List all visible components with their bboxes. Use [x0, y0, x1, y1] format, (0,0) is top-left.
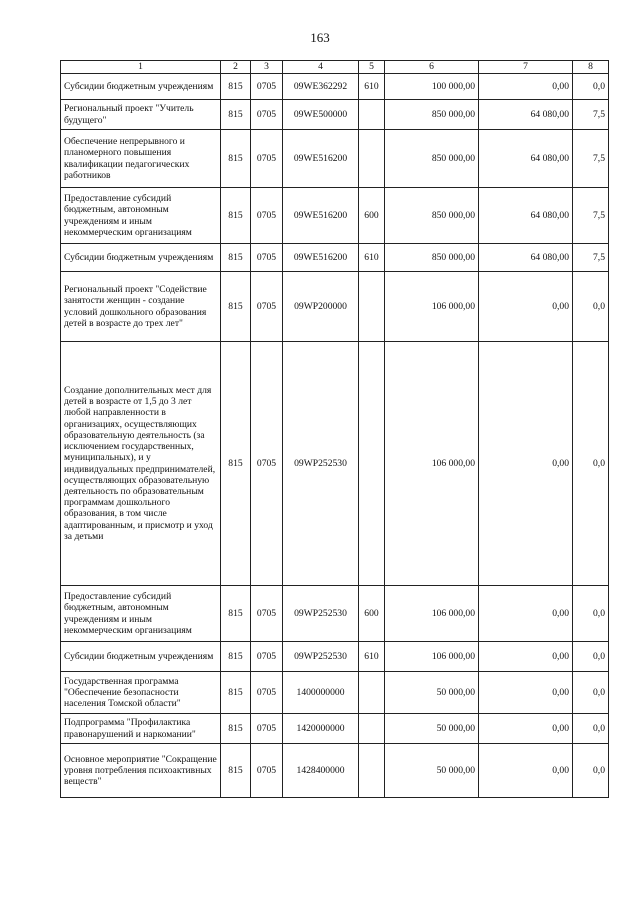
row-percent: 0,0	[573, 586, 609, 642]
row-grbs: 815	[221, 272, 251, 342]
row-execution: 64 080,00	[479, 100, 573, 130]
row-section: 0705	[251, 642, 283, 672]
row-section: 0705	[251, 744, 283, 798]
row-target-code: 09WE516200	[283, 130, 359, 188]
table-row	[61, 642, 609, 672]
row-section: 0705	[251, 342, 283, 586]
row-name: Субсидии бюджетным учреждениям	[61, 244, 221, 272]
row-grbs: 815	[221, 342, 251, 586]
table-row	[61, 586, 609, 642]
row-execution: 0,00	[479, 342, 573, 586]
table-row	[61, 130, 609, 188]
row-target-code: 09WE362292	[283, 74, 359, 100]
page-number: 163	[310, 30, 330, 45]
row-plan: 106 000,00	[385, 642, 479, 672]
row-execution: 0,00	[479, 672, 573, 714]
row-name: Государственная программа "Обеспечение безопасности населения Томской области"	[61, 672, 221, 714]
row-percent: 0,0	[573, 342, 609, 586]
row-target-code: 09WE516200	[283, 188, 359, 244]
row-execution: 0,00	[479, 642, 573, 672]
row-plan: 50 000,00	[385, 744, 479, 798]
row-name: Региональный проект "Содействие занятости женщин - создание условий дошкольного образования детей в возрасте до трех лет"	[61, 272, 221, 342]
row-plan: 50 000,00	[385, 672, 479, 714]
row-expense-type	[359, 342, 385, 586]
table-row	[61, 714, 609, 744]
header-cell: 5	[359, 61, 385, 74]
row-section: 0705	[251, 244, 283, 272]
row-name: Создание дополнительных мест для детей в возрасте от 1,5 до 3 лет любой направленности в организациях, осуществляющих образовательную деятельность (за исключением государственных, муниципальных), и у индивидуальных предпринимателей, осуществляющих образовательную деятельность по образовательным программам дошкольного образования, в том числе адаптированным, и присмотр и уход за детьми	[61, 342, 221, 586]
row-percent: 7,5	[573, 188, 609, 244]
row-section: 0705	[251, 672, 283, 714]
row-execution: 64 080,00	[479, 188, 573, 244]
row-percent: 0,0	[573, 672, 609, 714]
row-grbs: 815	[221, 74, 251, 100]
row-name: Подпрограмма "Профилактика правонарушений и наркомании"	[61, 714, 221, 744]
row-expense-type	[359, 100, 385, 130]
row-grbs: 815	[221, 130, 251, 188]
row-execution: 0,00	[479, 272, 573, 342]
row-section: 0705	[251, 188, 283, 244]
row-name: Региональный проект "Учитель будущего"	[61, 100, 221, 130]
row-name: Предоставление субсидий бюджетным, автономным учреждениям и иным некоммерческим организациям	[61, 586, 221, 642]
row-plan: 50 000,00	[385, 714, 479, 744]
row-section: 0705	[251, 714, 283, 744]
row-percent: 0,0	[573, 714, 609, 744]
row-expense-type	[359, 272, 385, 342]
row-target-code: 1400000000	[283, 672, 359, 714]
header-cell: 4	[283, 61, 359, 74]
row-percent: 0,0	[573, 272, 609, 342]
table-row	[61, 672, 609, 714]
row-expense-type	[359, 714, 385, 744]
row-grbs: 815	[221, 744, 251, 798]
row-grbs: 815	[221, 188, 251, 244]
row-execution: 0,00	[479, 744, 573, 798]
table-row	[61, 188, 609, 244]
row-execution: 0,00	[479, 586, 573, 642]
row-name: Основное мероприятие "Сокращение уровня потребления психоактивных веществ"	[61, 744, 221, 798]
header-cell: 8	[573, 61, 609, 74]
row-expense-type: 610	[359, 74, 385, 100]
budget-table	[60, 60, 609, 798]
row-grbs: 815	[221, 672, 251, 714]
row-execution: 0,00	[479, 714, 573, 744]
table-row	[61, 744, 609, 798]
row-section: 0705	[251, 74, 283, 100]
table-row	[61, 272, 609, 342]
row-target-code: 1420000000	[283, 714, 359, 744]
table-row	[61, 342, 609, 586]
header-cell: 2	[221, 61, 251, 74]
row-name: Субсидии бюджетным учреждениям	[61, 642, 221, 672]
table-row	[61, 244, 609, 272]
row-expense-type	[359, 744, 385, 798]
row-percent: 0,0	[573, 74, 609, 100]
header-cell: 3	[251, 61, 283, 74]
row-target-code: 09WE500000	[283, 100, 359, 130]
row-grbs: 815	[221, 586, 251, 642]
row-target-code: 09WP252530	[283, 586, 359, 642]
row-execution: 0,00	[479, 74, 573, 100]
row-grbs: 815	[221, 714, 251, 744]
row-plan: 850 000,00	[385, 100, 479, 130]
row-execution: 64 080,00	[479, 244, 573, 272]
row-section: 0705	[251, 272, 283, 342]
row-percent: 0,0	[573, 744, 609, 798]
row-execution: 64 080,00	[479, 130, 573, 188]
row-target-code: 1428400000	[283, 744, 359, 798]
header-cell: 1	[61, 61, 221, 74]
row-target-code: 09WP252530	[283, 642, 359, 672]
row-plan: 100 000,00	[385, 74, 479, 100]
row-grbs: 815	[221, 100, 251, 130]
row-target-code: 09WP252530	[283, 342, 359, 586]
row-plan: 850 000,00	[385, 130, 479, 188]
row-target-code: 09WP200000	[283, 272, 359, 342]
row-expense-type: 610	[359, 642, 385, 672]
row-grbs: 815	[221, 244, 251, 272]
row-target-code: 09WE516200	[283, 244, 359, 272]
table-row	[61, 100, 609, 130]
table-header-row	[61, 61, 609, 74]
row-grbs: 815	[221, 642, 251, 672]
row-section: 0705	[251, 100, 283, 130]
row-name: Предоставление субсидий бюджетным, автономным учреждениям и иным некоммерческим организациям	[61, 188, 221, 244]
row-section: 0705	[251, 130, 283, 188]
row-plan: 106 000,00	[385, 586, 479, 642]
row-expense-type: 600	[359, 586, 385, 642]
row-plan: 106 000,00	[385, 272, 479, 342]
row-plan: 850 000,00	[385, 244, 479, 272]
row-percent: 7,5	[573, 244, 609, 272]
row-name: Обеспечение непрерывного и планомерного повышения квалификации педагогических работников	[61, 130, 221, 188]
row-expense-type: 610	[359, 244, 385, 272]
row-expense-type	[359, 130, 385, 188]
row-expense-type: 600	[359, 188, 385, 244]
header-cell: 6	[385, 61, 479, 74]
row-expense-type	[359, 672, 385, 714]
row-percent: 0,0	[573, 642, 609, 672]
row-name: Субсидии бюджетным учреждениям	[61, 74, 221, 100]
row-section: 0705	[251, 586, 283, 642]
row-percent: 7,5	[573, 130, 609, 188]
header-cell: 7	[479, 61, 573, 74]
row-percent: 7,5	[573, 100, 609, 130]
row-plan: 106 000,00	[385, 342, 479, 586]
row-plan: 850 000,00	[385, 188, 479, 244]
table-row	[61, 74, 609, 100]
